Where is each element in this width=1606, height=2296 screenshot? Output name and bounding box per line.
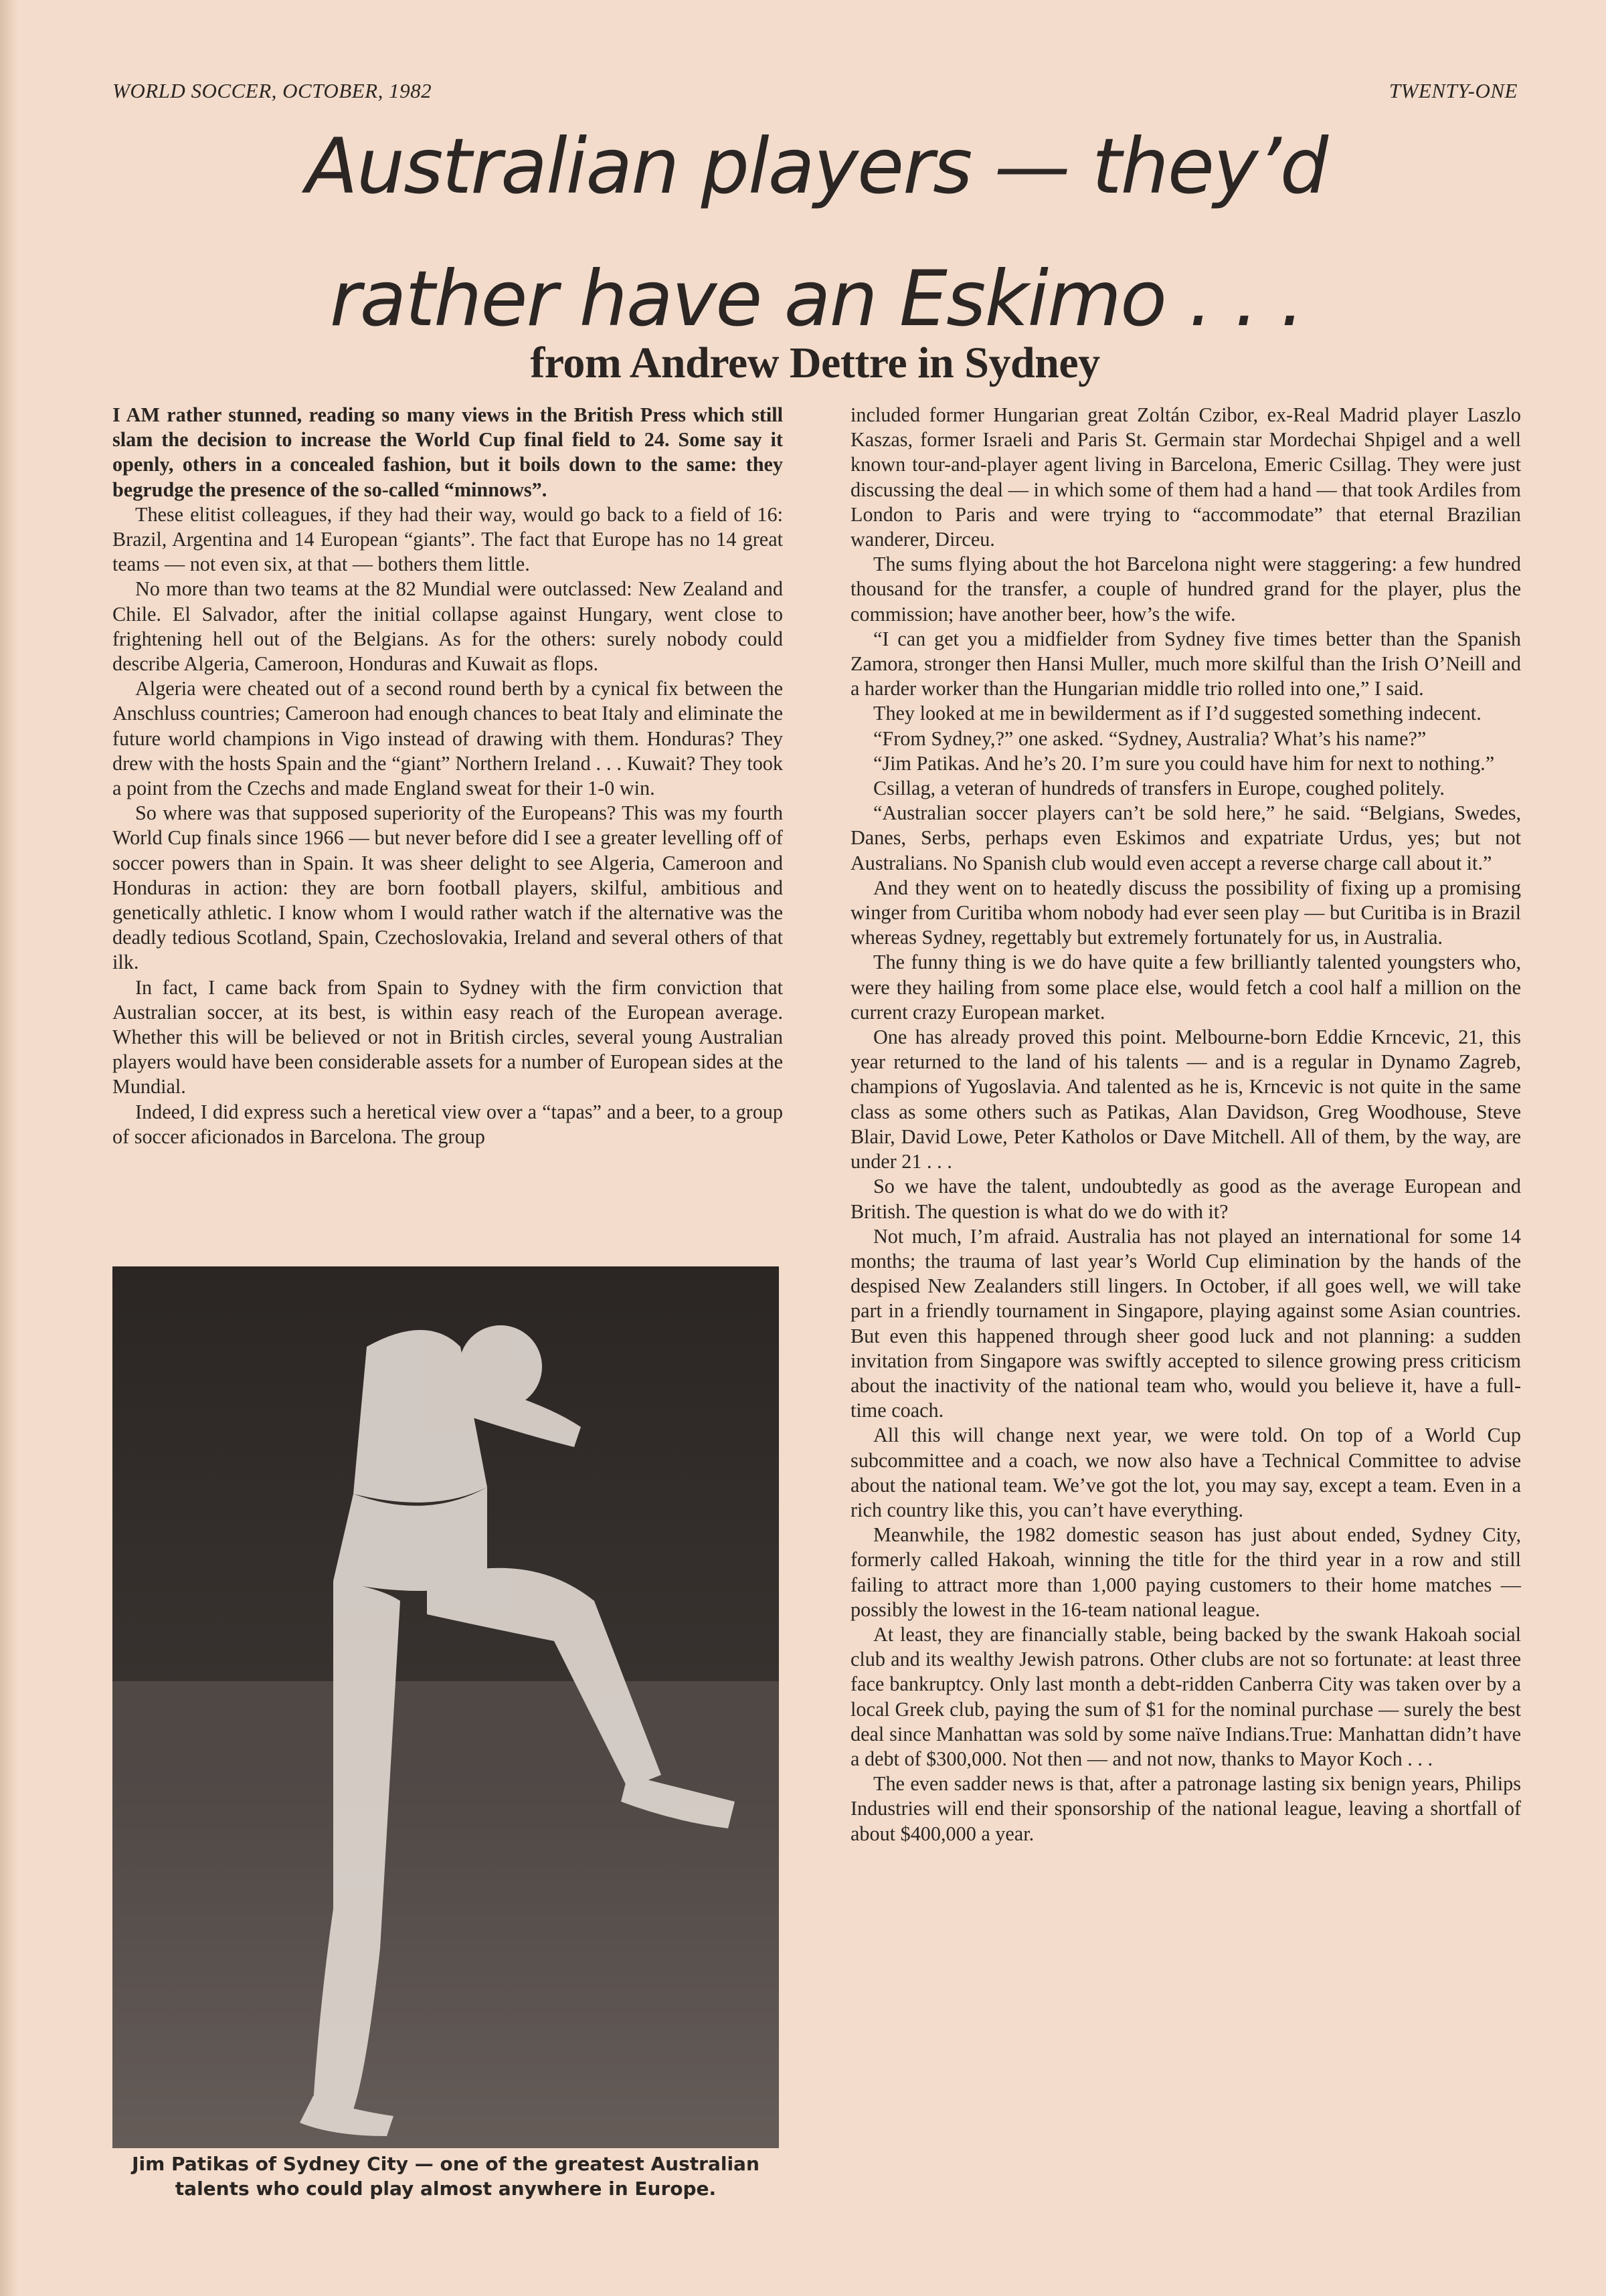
paragraph: Algeria were cheated out of a second round berth by a cynical fix between the Anschluss countries; Cameroon had enough chances to beat Italy and eliminate the future world champions in Vigo instead of drawing with them. Honduras? They drew with the hosts Spain and the “giant” Northern Ireland . . . Kuwait? They took a point from the Czechs and made England sweat for their 1-0 win. [112, 677, 783, 800]
photo-caption: Jim Patikas of Sydney City — one of the greatest Australian talents who could play almost anywhere in Europe. [132, 2153, 760, 2200]
paragraph: “From Sydney,?” one asked. “Sydney, Australia? What’s his name?” [873, 727, 1427, 750]
paragraph: No more than two teams at the 82 Mundial were outclassed: New Zealand and Chile. El Salvador, after the initial collapse against Hungary, went close to frightening hell out of the Belgians. As for the others: surely nobody could describe Algeria, Cameroon, Honduras and Kuwait as flops. [112, 577, 783, 676]
paragraph: “Jim Patikas. And he’s 20. I’m sure you could have him for next to nothing.” [873, 751, 1495, 775]
paragraph: “I can get you a midfielder from Sydney five times better than the Spanish Zamora, stronger then Hansi Muller, much more skilful than the Irish O’Neill and a harder worker than the Hungarian middle trio rolled into one,” I said. [851, 627, 1521, 700]
paragraph: And they went on to heatedly discuss the possibility of fixing up a promising winger from Curitiba whom nobody had ever seen play — but Curitiba is in Brazil whereas Sydney, regettably but extremely fortunately for us, in Australia. [851, 876, 1521, 949]
paragraph: Meanwhile, the 1982 domestic season has just about ended, Sydney City, formerly called Hakoah, winning the title for the third year in a row and still failing to attract more than 1,000 paying customers to their home matches — possibly the lowest in the 16-team national league. [851, 1523, 1521, 1621]
paragraph: The funny thing is we do have quite a few brilliantly talented youngsters who, were they hailing from some place else, would fetch a cool half a million on the current crazy European market. [851, 951, 1521, 1024]
right-column [851, 403, 1521, 1846]
paragraph: These elitist colleagues, if they had their way, would go back to a field of 16: Brazil, Argentina and 14 European “giants”. The fact that Europe has no 14 great teams — not even six, at that — bothers them little. [112, 502, 783, 576]
paragraph: Indeed, I did express such a heretical view over a “tapas” and a beer, to a group of soccer aficionados in Barcelona. The group [112, 1100, 783, 1148]
paragraph: The sums flying about the hot Barcelona night were staggering: a few hundred thousand for the transfer, a couple of hundred grand for the player, plus the commission; have another beer, how’s the wife. [851, 553, 1521, 626]
paragraph: In fact, I came back from Spain to Sydney with the firm conviction that Australian soccer, at its best, is within easy reach of the European average. Whether this will be believed or not in British circles, several young Australian players would have been considerable assets for a number of European sides at the Mundial. [112, 975, 783, 1098]
paragraph: Csillag, a veteran of hundreds of transfers in Europe, coughed politely. [873, 777, 1445, 800]
paragraph: “Australian soccer players can’t be sold here,” he said. “Belgians, Swedes, Danes, Serbs, perhaps even Eskimos and expatriate Urdus, yes; but not Australians. No Spanish club would even accept a reverse charge call about it.” [851, 801, 1521, 874]
paragraph: So where was that supposed superiority of the Europeans? This was my fourth World Cup finals since 1966 — but never before did I see a greater levelling off of soccer powers than in Spain. It was sheer delight to see Algeria, Cameroon and Honduras in action: they are born football players, skilful, ambitious and genetically athletic. I know whom I would rather watch if the alternative was the deadly tedious Scotland, Spain, Czechoslovakia, Ireland and several others of that ilk. [112, 801, 783, 974]
photo-illustration [112, 1266, 779, 2148]
paragraph: Not much, I’m afraid. Australia has not played an international for some 14 months; the trauma of last year’s World Cup elimination by the hands of the despised New Zealanders still lingers. In October, if all goes well, we will take part in a friendly tournament in Singapore, playing against some Asian countries. But even this happened through sheer good luck and not planning: a sudden invitation from Singapore was swiftly accepted to silence growing press criticism about the inactivity of the national team who, would you believe it, have a full-time coach. [851, 1224, 1521, 1422]
paragraph: So we have the talent, undoubtedly as good as the average European and British. The question is what do we do with it? [851, 1175, 1521, 1223]
paragraph: included former Hungarian great Zoltán Czibor, ex-Real Madrid player Laszlo Kaszas, former Israeli and Paris St. Germain star Mordechai Shpigel and a well known tour-and-player agent living in Barcelona, Emeric Csillag. They were just discussing the deal — in which some of them had a hand — that took Ardiles from London to Paris and were trying to “accommodate” that eternal Brazilian wanderer, Dirceu. [851, 403, 1521, 551]
headline [100, 100, 1532, 365]
page-edge [0, 0, 17, 2296]
byline: from Andrew Dettre in Sydney [530, 339, 1100, 387]
paragraph: One has already proved this point. Melbourne-born Eddie Krncevic, 21, this year returned to the land of his talents — and is a regular in Dynamo Zagreb, champions of Yugoslavia. And talented as he is, Krncevic is not quite in the same class as some others such as Patikas, Alan Davidson, Greg Woodhouse, Steve Blair, David Lowe, Peter Katholos or Dave Mitchell. All of them, by the way, are under 21 . . . [851, 1026, 1521, 1173]
left-column [112, 403, 783, 1149]
paragraph: At least, they are financially stable, being backed by the swank Hakoah social club and its wealthy Jewish patrons. Other clubs are not so fortunate: at least three face bankruptcy. Only last month a debt-ridden Canberra City was taken over by a local Greek club, paying the sum of $1 for the nominal purchase — surely the best deal since Manhattan was sold by some naïve Indians.True: Manhattan didn’t have a debt of $300,000. Not then — and not now, thanks to Mayor Koch . . . [851, 1622, 1521, 1770]
player-photo [112, 1266, 779, 2148]
page-number: TWENTY-ONE [1389, 79, 1518, 102]
lead-paragraph: I AM rather stunned, reading so many views in the British Press which still slam the decision to increase the World Cup final field to 24. Some say it openly, others in a concealed fashion, but it boils down to the same: they begrudge the presence of the so-called “minnows”. [112, 403, 783, 501]
paragraph: The even sadder news is that, after a patronage lasting six benign years, Philips Industries will end their sponsorship of the national league, leaving a shortfall of about $400,000 a year. [851, 1772, 1521, 1845]
headline-line-2: rather have an Eskimo . . . [329, 254, 1304, 343]
paragraph: They looked at me in bewilderment as if I’d suggested something indecent. [873, 702, 1482, 725]
headline-line-1: Australian players — they’d [305, 122, 1328, 211]
paragraph: All this will change next year, we were told. On top of a World Cup subcommittee and a coach, we now also have a Technical Committee to advise about the national team. We’ve got the lot, you may say, except a team. Even in a rich country like this, you can’t have everything. [851, 1424, 1521, 1521]
running-header-left: WORLD SOCCER, OCTOBER, 1982 [112, 79, 432, 102]
